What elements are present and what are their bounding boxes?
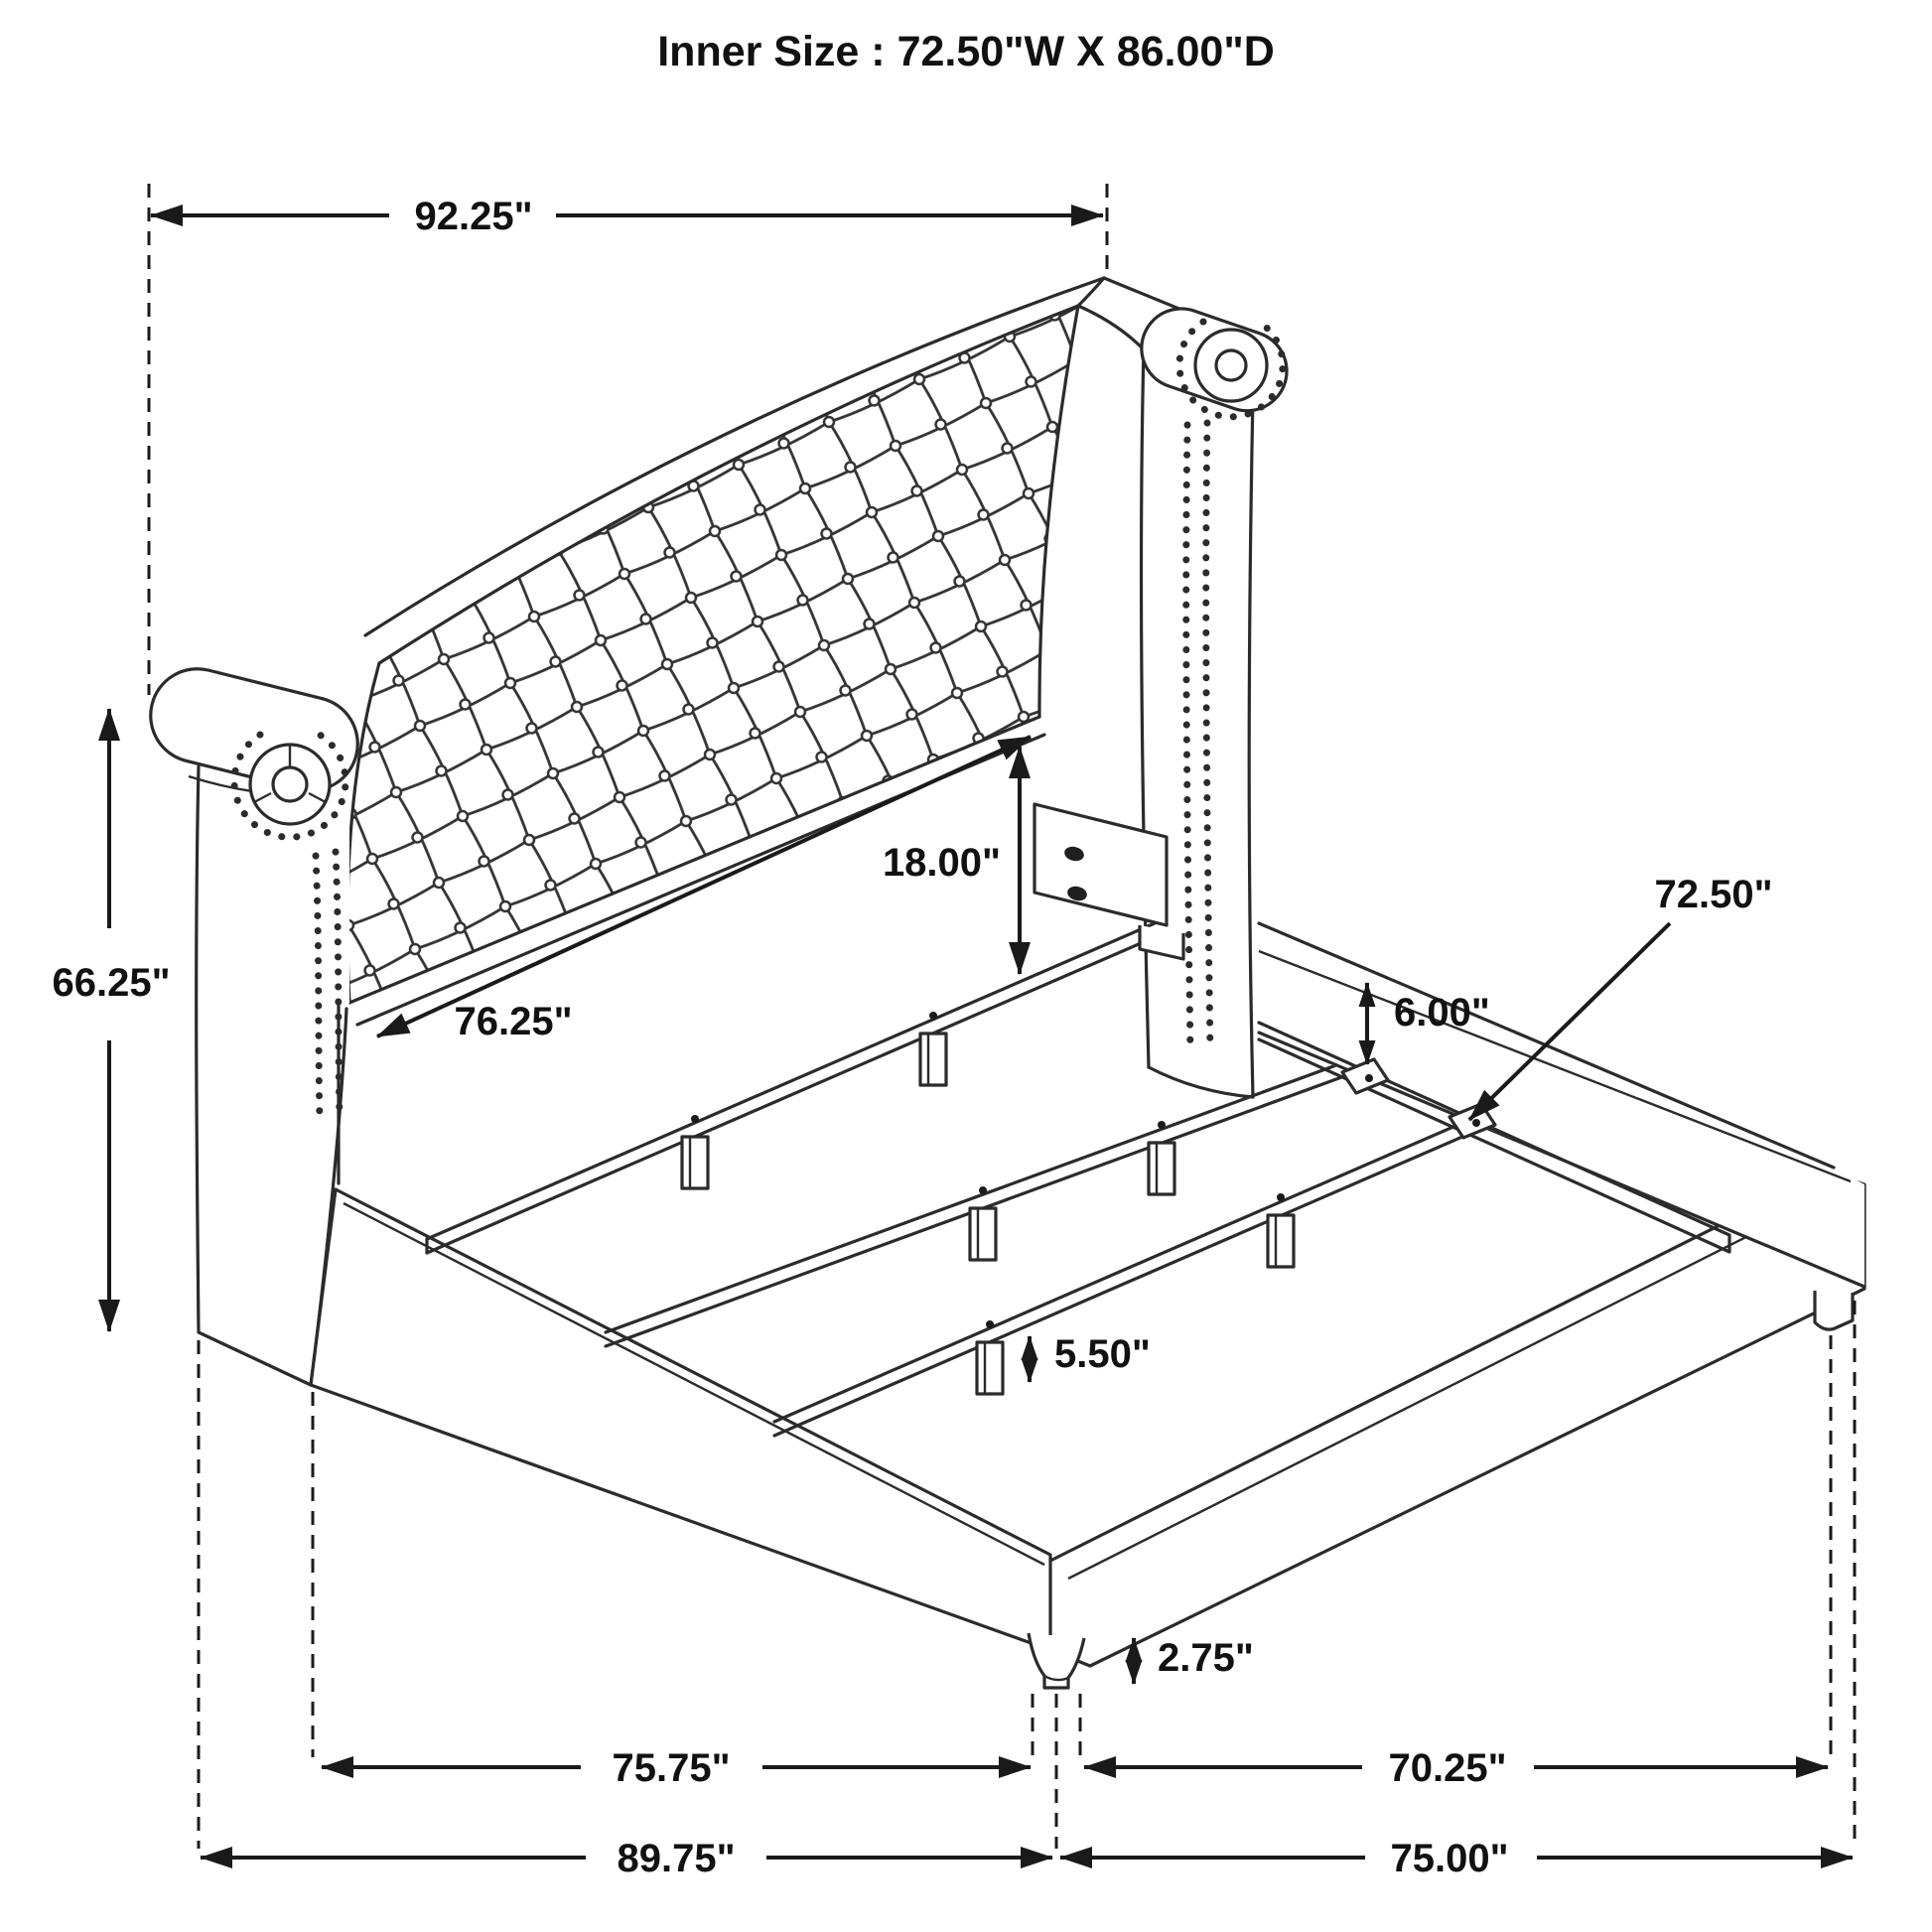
- dim-floor-to-rail-top: 18.00": [882, 841, 1001, 885]
- dim-foot-height: 2.75": [1158, 1636, 1254, 1680]
- dim-overall-width: 92.25": [414, 195, 533, 238]
- dim-overall-depth: 89.75": [617, 1837, 736, 1880]
- foot-rail: [1050, 1172, 1864, 1666]
- dim-side-rail-span: 75.75": [612, 1746, 731, 1790]
- foot-leg: [1029, 1633, 1084, 1688]
- side-rail-right: [1259, 923, 1864, 1287]
- side-rail-left: [311, 1189, 1050, 1650]
- dim-footboard-span: 70.25": [1388, 1746, 1507, 1790]
- dim-rail-drop: 6.00": [1394, 991, 1490, 1035]
- dim-inner-width: 72.50": [1654, 873, 1773, 916]
- headboard-tufted-panel: [347, 278, 1104, 1025]
- corner-leg-bracket: [1815, 1291, 1853, 1329]
- dim-headboard-width: 76.25": [454, 1000, 573, 1043]
- dim-slat-leg-height: 5.50": [1054, 1332, 1151, 1376]
- dim-foot-overall-span: 75.00": [1390, 1837, 1509, 1880]
- dim-overall-height: 66.25": [52, 961, 171, 1005]
- page-title: Inner Size : 72.50"W X 86.00"D: [657, 28, 1275, 75]
- bed-drawing: [141, 278, 1864, 1688]
